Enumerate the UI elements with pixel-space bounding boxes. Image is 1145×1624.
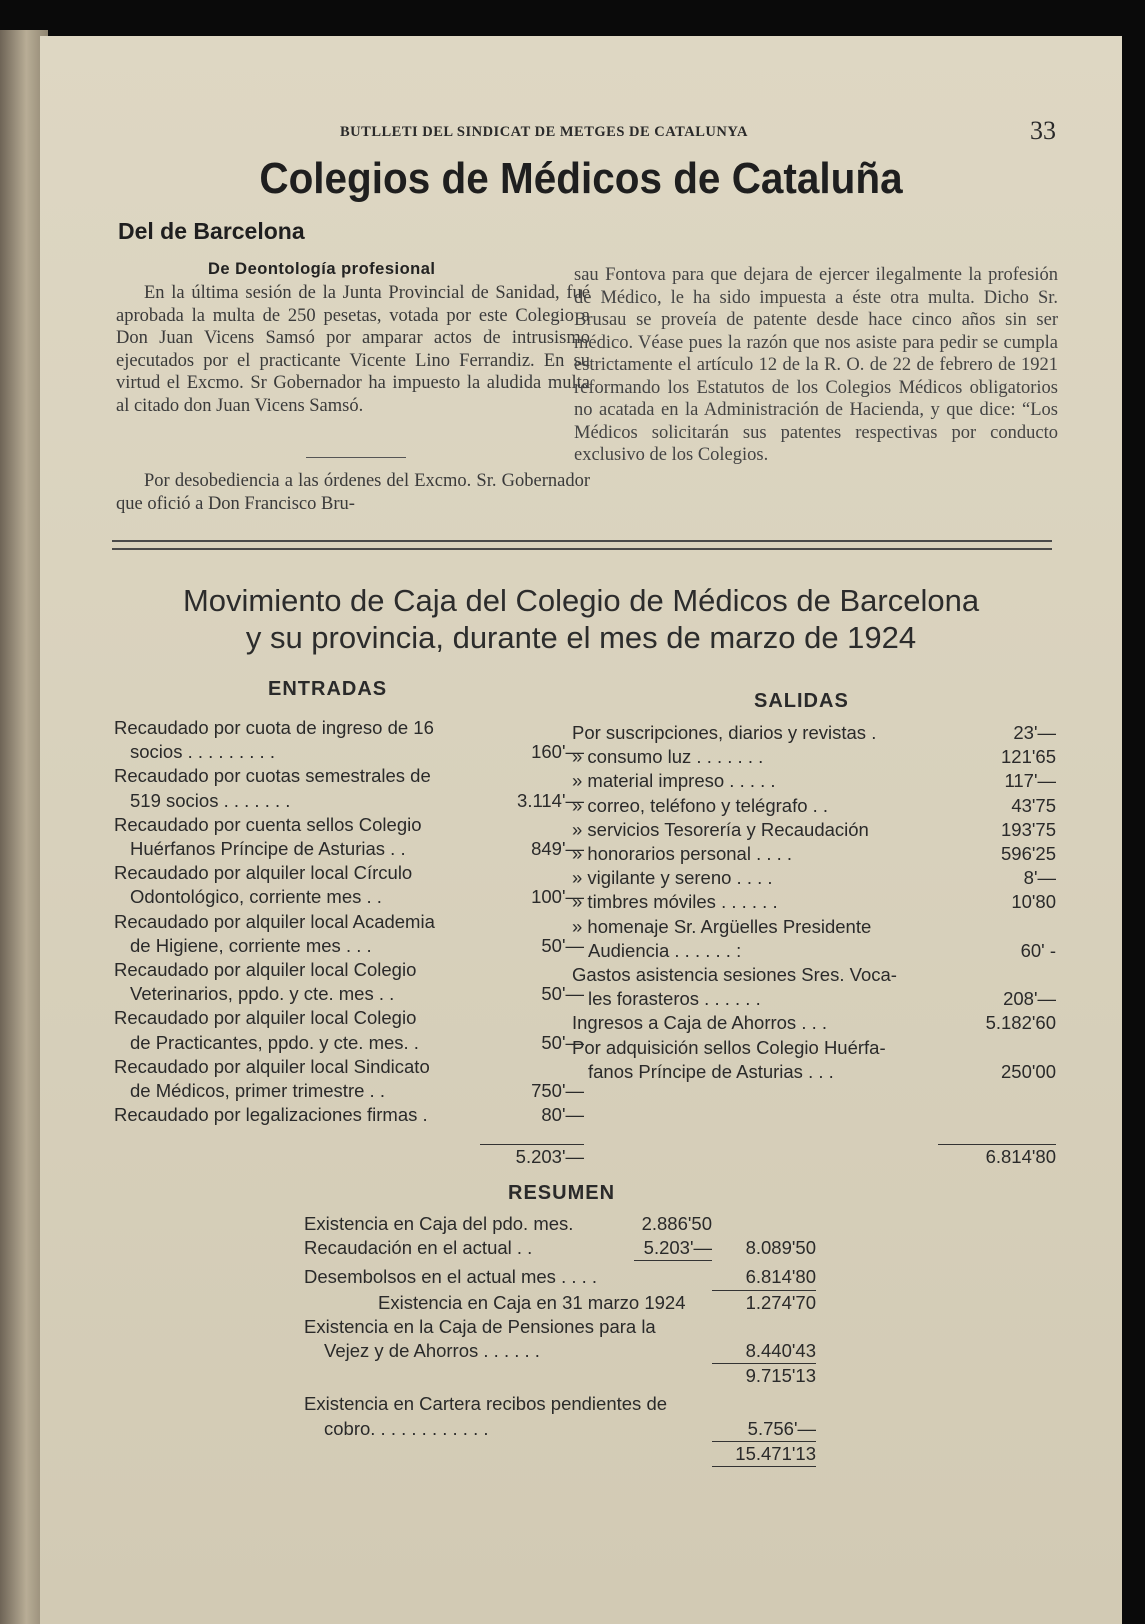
salidas-value xyxy=(956,915,1056,939)
salidas-value: 5.182'60 xyxy=(985,1012,1056,1034)
salidas-label: » servicios Tesorería y Recaudación xyxy=(572,818,869,840)
entradas-total-rule xyxy=(480,1144,584,1145)
resumen-label: Existencia en la Caja de Pensiones para la xyxy=(304,1315,656,1337)
entradas-row xyxy=(114,764,584,788)
section-heading: De Deontología profesional xyxy=(208,260,436,278)
entradas-label-cont: Odontológico, corriente mes . . xyxy=(130,886,382,908)
entradas-row xyxy=(114,958,584,982)
resumen-label xyxy=(304,1364,634,1388)
salidas-row xyxy=(572,866,1056,890)
salidas-row xyxy=(572,890,1056,914)
entradas-value: 3.114'— xyxy=(517,789,584,811)
salidas-row xyxy=(572,1036,1056,1060)
article-subtitle: Del de Barcelona xyxy=(118,218,305,244)
resumen-total: 8.440'43 xyxy=(712,1339,816,1364)
entradas-row-cont xyxy=(114,837,584,861)
entradas-label: Recaudado por alquiler local Sindicato xyxy=(114,1055,430,1077)
salidas-label: » timbres móviles . . . . . . xyxy=(572,891,778,913)
entradas-label: Recaudado por legalizaciones firmas . xyxy=(114,1104,428,1126)
resumen-label xyxy=(304,1442,634,1467)
salidas-label: » correo, teléfono y telégrafo . . xyxy=(572,794,829,816)
entradas-label-cont: de Higiene, corriente mes . . . xyxy=(130,934,372,956)
salidas-heading: SALIDAS xyxy=(754,690,849,712)
entradas-label-cont: socios . . . . . . . . . xyxy=(130,741,275,763)
salidas-label: » material impreso . . . . . xyxy=(572,770,776,792)
resumen-subtotal xyxy=(634,1364,712,1388)
salidas-value: 596'25 xyxy=(1001,843,1056,865)
salidas-row xyxy=(572,769,1056,793)
double-divider xyxy=(112,540,1052,550)
salidas-row xyxy=(572,745,1056,769)
entradas-row xyxy=(114,1006,584,1030)
article-title: Colegios de Médicos de Cataluña xyxy=(259,154,903,203)
resumen-label: Recaudación en el actual . . xyxy=(304,1237,533,1259)
entradas-heading: ENTRADAS xyxy=(268,678,388,700)
entradas-row-cont xyxy=(114,982,584,1006)
entradas-label: Recaudado por cuota de ingreso de 16 xyxy=(114,717,434,738)
salidas-label: » consumo luz . . . . . . . xyxy=(572,746,764,768)
resumen-subtotal xyxy=(634,1417,712,1442)
entradas-total xyxy=(480,1138,584,1169)
running-header: BUTLLETI DEL SINDICAT DE METGES DE CATALUNYA xyxy=(340,124,748,140)
resumen-row xyxy=(304,1392,844,1416)
resumen-subtotal: 2.886'50 xyxy=(641,1213,712,1234)
resumen-label: Desembolsos en el actual mes . . . . xyxy=(304,1266,598,1288)
entradas-total-value: 5.203'— xyxy=(515,1146,584,1167)
resumen-subtotal: 5.203'— xyxy=(634,1236,712,1261)
cash-movement-title-line2: y su provincia, durante el mes de marzo de 1924 xyxy=(245,620,917,655)
salidas-label: Por adquisición sellos Colegio Huérfa- xyxy=(572,1036,886,1058)
entradas-label-cont: de Practicantes, ppdo. y cte. mes. . xyxy=(130,1031,419,1053)
salidas-value: 8'— xyxy=(1023,867,1056,889)
resumen-list xyxy=(304,1212,844,1467)
entradas-label: Recaudado por alquiler local Colegio xyxy=(114,1007,417,1029)
resumen-label: cobro. . . . . . . . . . . . xyxy=(324,1417,489,1439)
entradas-value: 80'— xyxy=(541,1104,584,1126)
entradas-value: 849'— xyxy=(531,838,584,860)
salidas-label: les forasteros . . . . . . xyxy=(588,988,761,1010)
salidas-row xyxy=(572,963,1056,987)
resumen-row xyxy=(304,1364,844,1388)
entradas-value: 50'— xyxy=(541,1031,584,1053)
entradas-row xyxy=(114,813,584,837)
resumen-subtotal xyxy=(634,1442,712,1467)
paragraph-2 xyxy=(116,470,590,515)
cash-movement-title-line1: Movimiento de Caja del Colegio de Médicos de Barcelona xyxy=(182,583,980,618)
paragraph-1 xyxy=(116,282,590,417)
resumen-total: 6.814'80 xyxy=(712,1265,816,1290)
salidas-value: 60' - xyxy=(1020,939,1056,961)
paragraph-2-cont-text: sau Fontova para que dejara de ejercer ilegalmente la profesión de Médico, le ha sido impuesta a éste otra multa. Dicho Sr. Brusau se proveía de patente desde hace cinco años sin ser médico. Véase pues la razón que nos asiste para pedir se cumpla estrictamente el artículo 12 de la R. O. de 22 de febrero de 1921 reformando los Estatutos de los Colegios Médicos obligatorios no acatada en la Administración de Hacienda, y que dice: “Los Médicos solicitarán sus patentes respectivas por conducto exclusivo de los Colegios. xyxy=(574,265,1058,465)
salidas-label: » honorarios personal . . . . xyxy=(572,843,793,865)
paragraph-1-text: En la última sesión de la Junta Provincial de Sanidad, fué aprobada la multa de 250 pesetas, votada por este Colegio a Don Juan Vicens Samsó por amparar actos de intrusismo ejecutados por el practicante Vicente Lino Ferrandiz. En su virtud el Excmo. Sr Gobernador ha impuesto la aludida multa al citado don Juan Vicens Samsó. xyxy=(116,283,590,416)
salidas-label: Gastos asistencia sesiones Sres. Voca- xyxy=(572,964,897,986)
resumen-row xyxy=(304,1236,844,1261)
entradas-value: 100'— xyxy=(531,886,584,908)
salidas-label: » homenaje Sr. Argüelles Presidente xyxy=(572,915,872,937)
salidas-label: » vigilante y sereno . . . . xyxy=(572,867,773,889)
resumen-subtotal xyxy=(634,1392,712,1416)
salidas-value: 117'— xyxy=(1004,770,1056,792)
salidas-row xyxy=(572,818,1056,842)
short-divider xyxy=(306,457,406,458)
entradas-list xyxy=(114,716,584,1127)
resumen-row xyxy=(304,1291,844,1315)
resumen-subtotal xyxy=(634,1339,712,1364)
salidas-row xyxy=(572,721,1056,745)
salidas-total xyxy=(938,1138,1056,1169)
entradas-label-cont: Veterinarios, ppdo. y cte. mes . . xyxy=(130,983,395,1005)
salidas-row xyxy=(572,1060,1056,1084)
resumen-total: 1.274'70 xyxy=(745,1291,816,1313)
resumen-subtotal xyxy=(634,1265,712,1290)
salidas-row xyxy=(572,987,1056,1011)
entradas-label: Recaudado por alquiler local Colegio xyxy=(114,959,417,981)
salidas-value: 208'— xyxy=(1003,988,1056,1010)
salidas-total-value: 6.814'80 xyxy=(985,1146,1056,1167)
salidas-value xyxy=(956,963,1056,987)
entradas-label-cont: de Médicos, primer trimestre . . xyxy=(130,1080,385,1102)
resumen-row xyxy=(304,1212,844,1236)
salidas-label: Ingresos a Caja de Ahorros . . . xyxy=(572,1012,828,1034)
salidas-total-rule xyxy=(938,1144,1056,1145)
salidas-row xyxy=(572,915,1056,939)
entradas-row-cont xyxy=(114,1079,584,1103)
entradas-label-cont: Huérfanos Príncipe de Asturias . . xyxy=(130,838,406,860)
salidas-row xyxy=(572,794,1056,818)
resumen-row xyxy=(304,1417,844,1442)
salidas-list xyxy=(572,721,1056,1084)
salidas-value: 193'75 xyxy=(1001,818,1056,840)
entradas-label: Recaudado por alquiler local Academia xyxy=(114,910,435,932)
entradas-row xyxy=(114,1103,584,1127)
resumen-subtotal xyxy=(634,1291,712,1315)
entradas-row-cont xyxy=(114,885,584,909)
paragraph-2-text: Por desobediencia a las órdenes del Excmo. Sr. Gobernador que ofició a Don Francisco Bru- xyxy=(116,471,590,514)
resumen-label: Vejez y de Ahorros . . . . . . xyxy=(324,1340,540,1362)
resumen-total: 5.756'— xyxy=(712,1417,816,1442)
entradas-row-cont xyxy=(114,1031,584,1055)
salidas-value: 250'00 xyxy=(1001,1060,1056,1082)
resumen-row xyxy=(304,1315,844,1339)
resumen-total: 9.715'13 xyxy=(745,1365,816,1387)
resumen-label: Existencia en Caja del pdo. mes. xyxy=(304,1213,574,1234)
entradas-label: Recaudado por cuotas semestrales de xyxy=(114,765,431,787)
cash-movement-title xyxy=(40,582,1122,656)
document-page xyxy=(40,36,1122,1624)
entradas-row-cont xyxy=(114,789,584,813)
entradas-row xyxy=(114,716,584,740)
resumen-label: Existencia en Cartera recibos pendientes de xyxy=(304,1393,668,1415)
entradas-label: Recaudado por cuenta sellos Colegio xyxy=(114,813,422,835)
salidas-row xyxy=(572,1011,1056,1035)
entradas-row xyxy=(114,861,584,885)
resumen-total: 15.471'13 xyxy=(712,1442,816,1467)
entradas-row xyxy=(114,1055,584,1079)
salidas-label: fanos Príncipe de Asturias . . . xyxy=(588,1060,834,1082)
resumen-row xyxy=(304,1265,844,1290)
resumen-row xyxy=(304,1442,844,1467)
salidas-value: 10'80 xyxy=(1011,891,1056,913)
entradas-label-cont: 519 socios . . . . . . . xyxy=(130,789,291,811)
salidas-value: 23'— xyxy=(1013,722,1056,743)
resumen-subtotal xyxy=(634,1315,712,1339)
entradas-row-cont xyxy=(114,740,584,764)
resumen-heading: RESUMEN xyxy=(508,1182,616,1204)
entradas-label: Recaudado por alquiler local Círculo xyxy=(114,862,413,884)
entradas-row xyxy=(114,910,584,934)
salidas-row xyxy=(572,939,1056,963)
resumen-row xyxy=(304,1339,844,1364)
resumen-total xyxy=(712,1315,816,1339)
salidas-value: 121'65 xyxy=(1001,746,1056,768)
resumen-total xyxy=(712,1392,816,1416)
salidas-value xyxy=(956,1036,1056,1060)
salidas-label: Por suscripciones, diarios y revistas . xyxy=(572,722,877,743)
salidas-label: Audiencia . . . . . . : xyxy=(588,939,742,961)
resumen-label: Existencia en Caja en 31 marzo 1924 xyxy=(378,1291,686,1313)
entradas-value: 160'— xyxy=(531,741,584,763)
salidas-value: 43'75 xyxy=(1011,794,1056,816)
paragraph-2-continued xyxy=(574,264,1058,467)
entradas-value: 50'— xyxy=(541,934,584,956)
page-number: 33 xyxy=(1030,116,1056,145)
entradas-value: 750'— xyxy=(531,1080,584,1102)
resumen-total: 8.089'50 xyxy=(745,1237,816,1259)
entradas-row-cont xyxy=(114,934,584,958)
salidas-row xyxy=(572,842,1056,866)
entradas-value: 50'— xyxy=(541,983,584,1005)
resumen-total xyxy=(712,1212,816,1236)
